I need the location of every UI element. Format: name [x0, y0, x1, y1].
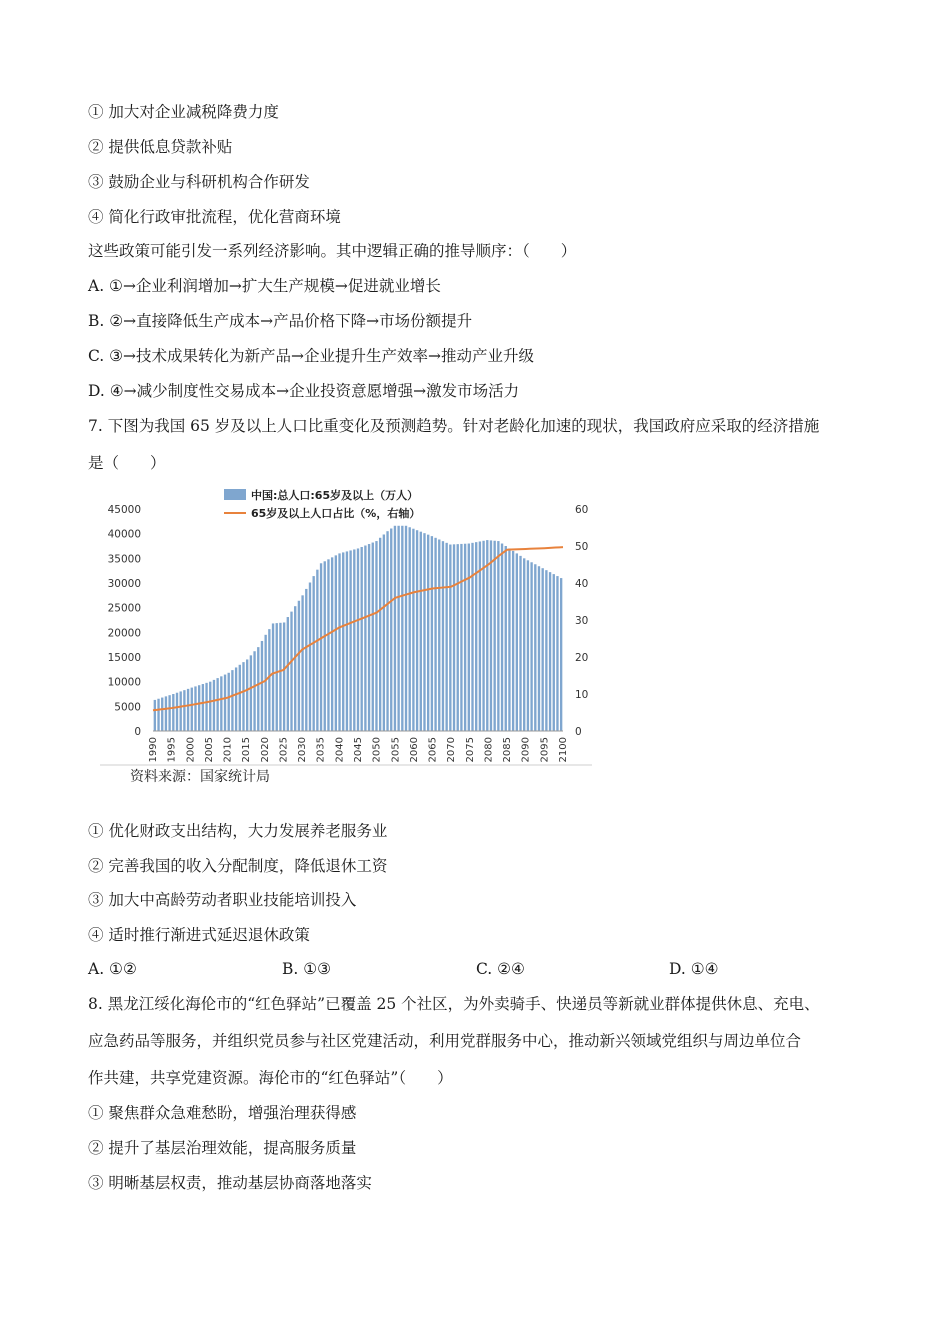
- x-tick: 2045: [353, 737, 364, 763]
- x-tick: 2030: [297, 737, 309, 763]
- bar-2002: [198, 685, 200, 731]
- q6-item-2: ② 提供低息贷款补贴: [88, 138, 233, 156]
- x-tick: 2000: [185, 737, 197, 763]
- bar-2084: [501, 544, 503, 731]
- bar-2031: [305, 589, 307, 731]
- bar-2070: [449, 545, 451, 731]
- x-tick: 2065: [427, 737, 439, 763]
- y-left-tick: 45000: [107, 504, 141, 516]
- bar-2061: [416, 530, 418, 731]
- legend-swatch-bars: [224, 489, 246, 500]
- q7-item-1: ① 优化财政支出结构，大力发展养老服务业: [88, 822, 388, 840]
- bar-2052: [383, 534, 385, 731]
- y-left-tick: 35000: [107, 553, 141, 566]
- bar-2020: [264, 635, 266, 731]
- bar-2081: [490, 540, 492, 731]
- bar-2014: [242, 662, 244, 731]
- bar-2092: [530, 562, 532, 731]
- bar-2011: [231, 670, 233, 731]
- x-tick: 2040: [334, 737, 346, 763]
- bar-2039: [335, 555, 337, 731]
- bar-2016: [250, 655, 252, 731]
- bar-2009: [224, 675, 226, 731]
- bar-2040: [338, 553, 340, 731]
- q6-option-c: C. ③→技术成果转化为新产品→企业提升生产效率→推动产业升级: [88, 347, 535, 365]
- bar-2080: [486, 540, 488, 731]
- q7-item-2: ② 完善我国的收入分配制度，降低退休工资: [88, 857, 388, 875]
- bar-2086: [508, 548, 510, 731]
- bar-2099: [556, 576, 558, 731]
- bar-2025: [283, 622, 285, 731]
- bar-1994: [168, 695, 170, 731]
- bar-2041: [342, 552, 344, 731]
- x-tick: 2080: [483, 737, 495, 763]
- bar-2051: [379, 538, 381, 731]
- bar-2027: [290, 612, 292, 731]
- y-left-tick: 0: [134, 726, 141, 738]
- bar-2029: [298, 601, 300, 731]
- bar-2095: [542, 568, 544, 731]
- bar-2030: [301, 595, 303, 731]
- x-tick: 2060: [408, 737, 420, 763]
- bar-2065: [431, 536, 433, 731]
- y-right-tick: 20: [575, 652, 589, 664]
- q7-choice-b: B. ①③: [282, 960, 332, 978]
- y-right-tick: 30: [575, 615, 589, 627]
- q8-stem-line2: 应急药品等服务，并组织党员参与社区党建活动，利用党群服务中心，推动新兴领域党组织与周边单位合: [88, 1032, 802, 1050]
- chart-svg: [100, 482, 595, 794]
- x-tick: 1995: [166, 737, 178, 763]
- bar-2087: [512, 551, 514, 731]
- bar-2075: [468, 544, 470, 731]
- bar-1992: [161, 698, 163, 731]
- bar-2090: [523, 558, 525, 731]
- bar-2049: [372, 543, 374, 731]
- legend-label-line: 65岁及以上人口占比（%，右轴）: [251, 507, 421, 520]
- q6-item-4: ④ 简化行政审批流程，优化营商环境: [88, 208, 341, 226]
- bar-2010: [228, 673, 230, 731]
- x-tick: 2005: [203, 737, 215, 763]
- q7-choice-a: A. ①②: [88, 960, 137, 978]
- chart-legend: [224, 488, 420, 520]
- x-tick: 2025: [278, 737, 290, 763]
- bar-2077: [475, 542, 477, 731]
- bar-2038: [331, 557, 333, 731]
- q8-item-2: ② 提升了基层治理效能，提高服务质量: [88, 1139, 357, 1157]
- bar-2068: [442, 541, 444, 731]
- bar-2023: [276, 623, 278, 731]
- bar-2024: [279, 623, 281, 731]
- x-tick: 2035: [315, 737, 327, 763]
- bar-2073: [460, 544, 462, 731]
- bar-2005: [209, 682, 211, 731]
- x-tick: 2070: [446, 737, 458, 763]
- q6-option-d: D. ④→减少制度性交易成本→企业投资意愿增强→激发市场活力: [88, 382, 520, 400]
- x-tick: 2100: [558, 737, 569, 763]
- bar-2019: [261, 641, 263, 731]
- bar-2004: [205, 683, 207, 731]
- bar-2026: [287, 617, 289, 731]
- bar-2047: [364, 546, 366, 731]
- bar-2093: [534, 564, 536, 731]
- bar-2063: [423, 533, 425, 731]
- bar-2021: [268, 629, 270, 731]
- bar-2012: [235, 667, 237, 731]
- bar-2082: [493, 541, 495, 731]
- y-left-tick: 20000: [107, 627, 141, 640]
- bar-2017: [253, 651, 255, 731]
- bar-1996: [176, 693, 178, 731]
- bar-1997: [180, 691, 182, 731]
- y-left-tick: 5000: [114, 701, 141, 714]
- q7-stem-line1: 7. 下图为我国 65 岁及以上人口比重变化及预测趋势。针对老龄化加速的现状，我国政府应采取的经济措施: [88, 417, 820, 435]
- q8-item-3: ③ 明晰基层权责，推动基层协商落地落实: [88, 1174, 372, 1192]
- bar-2054: [390, 528, 392, 731]
- bar-2094: [538, 566, 540, 731]
- bar-2036: [324, 561, 326, 731]
- q7-choice-c: C. ②④: [476, 960, 525, 978]
- bar-2050: [375, 541, 377, 731]
- q6-prompt: 这些政策可能引发一系列经济影响。其中逻辑正确的推导顺序：（ ）: [88, 242, 577, 260]
- q6-option-a: A. ①→企业利润增加→扩大生产规模→促进就业增长: [88, 277, 441, 295]
- bar-2056: [397, 526, 399, 731]
- bar-2085: [505, 546, 507, 731]
- q6-option-b: B. ②→直接降低生产成本→产品价格下降→市场份额提升: [88, 312, 473, 330]
- bar-2071: [453, 544, 455, 731]
- bar-2013: [239, 665, 241, 731]
- y-right-tick: 0: [575, 726, 582, 738]
- bar-2000: [191, 688, 193, 731]
- bar-2066: [434, 538, 436, 731]
- bar-1991: [157, 699, 159, 731]
- x-tick: 2090: [520, 737, 532, 763]
- bar-1995: [172, 694, 174, 731]
- bar-2053: [386, 531, 388, 731]
- population-chart: [100, 482, 595, 794]
- bar-2098: [553, 574, 555, 731]
- y-right-tick: 60: [575, 504, 589, 516]
- bar-2089: [519, 556, 521, 731]
- bar-2055: [394, 526, 396, 731]
- bar-2069: [445, 543, 447, 731]
- x-tick: 2075: [464, 737, 476, 763]
- bar-2033: [312, 576, 314, 731]
- q7-choice-d: D. ①④: [669, 960, 719, 978]
- y-left-tick: 30000: [107, 578, 141, 590]
- bar-2043: [349, 550, 351, 731]
- y-left-tick: 10000: [107, 676, 141, 689]
- bar-2035: [320, 563, 322, 731]
- q7-stem-line2: 是（ ）: [88, 454, 166, 472]
- bar-2015: [246, 659, 248, 731]
- x-tick: 2050: [371, 737, 383, 763]
- q7-item-4: ④ 适时推行渐进式延迟退休政策: [88, 926, 310, 944]
- y-right-tick: 10: [575, 689, 589, 701]
- bar-2001: [194, 686, 196, 731]
- bar-2060: [412, 529, 414, 731]
- bar-2064: [427, 535, 429, 731]
- bar-2045: [357, 548, 359, 731]
- x-tick: 2020: [259, 737, 271, 763]
- bar-1990: [154, 700, 156, 731]
- x-tick: 1990: [148, 737, 159, 763]
- bar-2008: [220, 676, 222, 731]
- q6-item-1: ① 加大对企业减税降费力度: [88, 103, 279, 121]
- bar-1999: [187, 689, 189, 731]
- x-tick: 2055: [390, 737, 402, 763]
- y-left-tick: 15000: [107, 652, 141, 664]
- chart-source: 资料来源：国家统计局: [130, 769, 270, 785]
- bar-2006: [213, 680, 215, 731]
- bar-1998: [183, 690, 185, 731]
- bar-2083: [497, 541, 499, 731]
- bar-2088: [516, 553, 518, 731]
- bar-2018: [257, 647, 259, 731]
- x-tick: 2010: [222, 737, 234, 763]
- bar-2058: [405, 526, 407, 731]
- y-right-tick: 50: [575, 541, 589, 553]
- bar-1993: [165, 696, 167, 731]
- x-tick: 2015: [241, 737, 253, 763]
- q8-stem-line3: 作共建，共享党建资源。海伦市的“红色驿站”（ ）: [88, 1069, 453, 1087]
- bar-2048: [368, 544, 370, 731]
- bar-2057: [401, 526, 403, 731]
- q8-item-1: ① 聚焦群众急难愁盼，增强治理获得感: [88, 1104, 357, 1122]
- y-right-tick: 40: [575, 578, 589, 590]
- q7-item-3: ③ 加大中高龄劳动者职业技能培训投入: [88, 891, 357, 909]
- q8-stem-line1: 8. 黑龙江绥化海伦市的“红色驿站”已覆盖 25 个社区，为外卖骑手、快递员等新就业群体提供休息、充电、: [88, 995, 820, 1013]
- bar-2097: [549, 572, 551, 731]
- bar-2100: [560, 578, 562, 731]
- bar-2046: [361, 547, 363, 731]
- bar-2096: [545, 570, 547, 731]
- bar-2007: [216, 678, 218, 731]
- bar-2091: [527, 560, 529, 731]
- x-tick: 2085: [502, 737, 514, 763]
- bar-2022: [272, 623, 274, 731]
- bar-2062: [420, 532, 422, 731]
- y-left-tick: 25000: [107, 602, 141, 615]
- bar-2034: [316, 570, 318, 731]
- q6-item-3: ③ 鼓励企业与科研机构合作研发: [88, 173, 310, 191]
- x-tick: 2095: [539, 737, 551, 763]
- legend-label-bars: 中国:总人口:65岁及以上（万人）: [251, 489, 419, 502]
- y-left-tick: 40000: [107, 528, 141, 541]
- bar-2042: [346, 551, 348, 731]
- bar-2074: [464, 544, 466, 731]
- bar-2067: [438, 539, 440, 731]
- bar-2076: [471, 543, 473, 731]
- bar-2072: [457, 544, 459, 731]
- bar-2028: [294, 606, 296, 731]
- bar-2044: [353, 549, 355, 731]
- bar-2003: [202, 684, 204, 731]
- bar-2037: [327, 559, 329, 731]
- bar-2059: [409, 527, 411, 731]
- bar-2032: [309, 583, 311, 731]
